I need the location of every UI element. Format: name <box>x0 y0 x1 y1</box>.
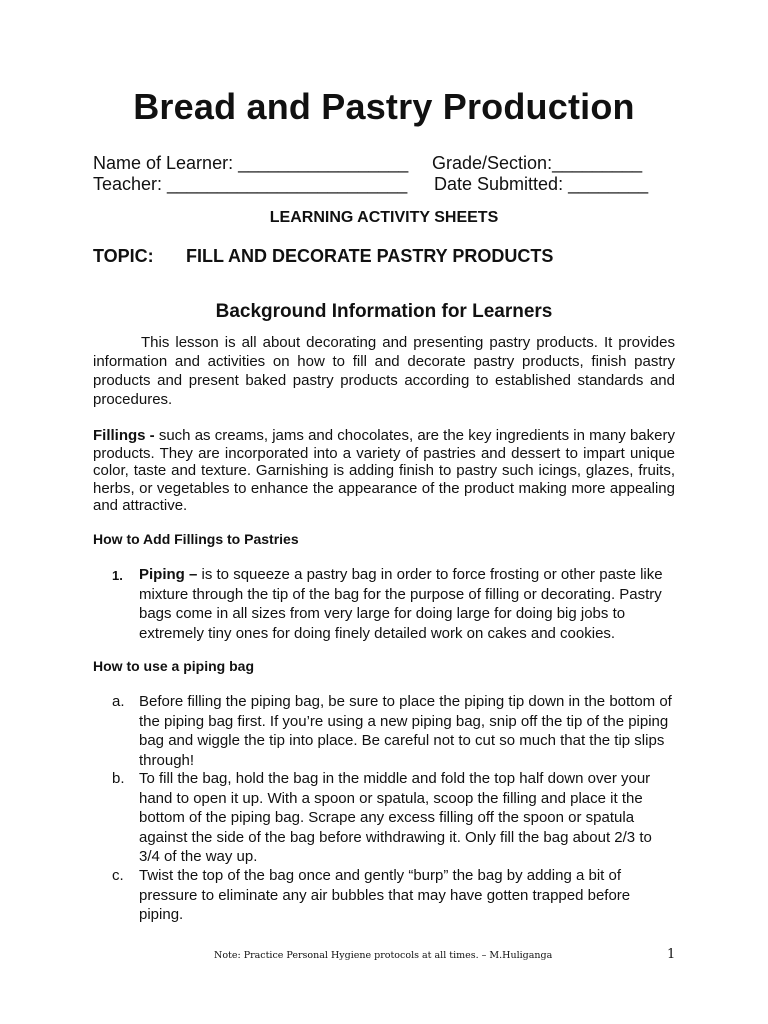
step-b <box>112 769 672 867</box>
topic-value: FILL AND DECORATE PASTRY PRODUCTS <box>186 246 554 266</box>
step-c <box>112 866 672 925</box>
topic-label: TOPIC: <box>93 246 154 266</box>
piping-item <box>112 565 675 643</box>
step-a-text: Before filling the piping bag, be sure to place the piping tip down in the bottom of the piping bag first. If you’re using a new piping bag, snip off the tip of the piping bag and wiggle the tip into place. Be careful not to cut so much that the tip slips through! <box>139 693 672 769</box>
document-title: Bread and Pastry Production <box>133 86 635 127</box>
sheet-label: LEARNING ACTIVITY SHEETS <box>269 209 499 226</box>
step-b-text: To fill the bag, hold the bag in the middle and fold the top half down over your hand to open it up. With a spoon or spatula, scoop the filling and place it the bottom of the piping bag. Scrape any excess filling off the spoon or spatula against the side of the bag before withdrawing it. Only fill the bag about 2/3 to 3/4 of the way up. <box>139 770 652 866</box>
piping-text: is to squeeze a pastry bag in order to force frosting or other paste like mixture through the tip of the bag for the purpose of filling or decorating. Pastry bags come in all sizes from very large for doing large for doing big jobs to extremely tiny ones for doing finely detailed work on cakes and cookies. <box>139 566 663 642</box>
intro-paragraph <box>93 333 675 409</box>
how-use-piping-bag-heading: How to use a piping bag <box>93 658 254 674</box>
fillings-term: Fillings - <box>93 427 155 444</box>
step-b-marker: b. <box>112 770 125 787</box>
grade-section-field: Grade/Section:_________ <box>432 153 643 173</box>
step-c-text: Twist the top of the bag once and gently “burp” the bag by adding a bit of pressure to eliminate any air bubbles that may have gotten trapped before piping. <box>139 867 631 924</box>
teacher-field: Teacher: ________________________ <box>93 174 408 194</box>
piping-marker: 1. <box>112 568 123 583</box>
how-add-fillings-heading: How to Add Fillings to Pastries <box>93 531 299 547</box>
fillings-paragraph <box>93 427 675 515</box>
page-number: 1 <box>667 947 676 962</box>
learner-name-field: Name of Learner: _________________ <box>93 153 409 173</box>
date-submitted-field: Date Submitted: ________ <box>434 174 649 194</box>
intro-text: This lesson is all about decorating and presenting pastry products. It provides information and activities on how to fill and decorate pastry products, finish pastry products and present baked pastry products according to established standards and procedures. <box>93 334 675 408</box>
fillings-text: such as creams, jams and chocolates, are the key ingredients in many bakery products. They are incorporated into a variety of pastries and dessert to impart unique color, taste and texture. Garnishing is adding finish to pastry such icings, glazes, fruits, herbs, or vegetables to enhance the appearance of the product making more appealing and attractive. <box>93 427 675 514</box>
footer-note: Note: Practice Personal Hygiene protocols at all times. – M.Huliganga <box>214 950 553 961</box>
background-heading: Background Information for Learners <box>215 301 553 322</box>
piping-term: Piping – <box>139 566 198 583</box>
step-c-marker: c. <box>112 867 124 884</box>
step-a <box>112 692 672 770</box>
step-a-marker: a. <box>112 693 125 710</box>
